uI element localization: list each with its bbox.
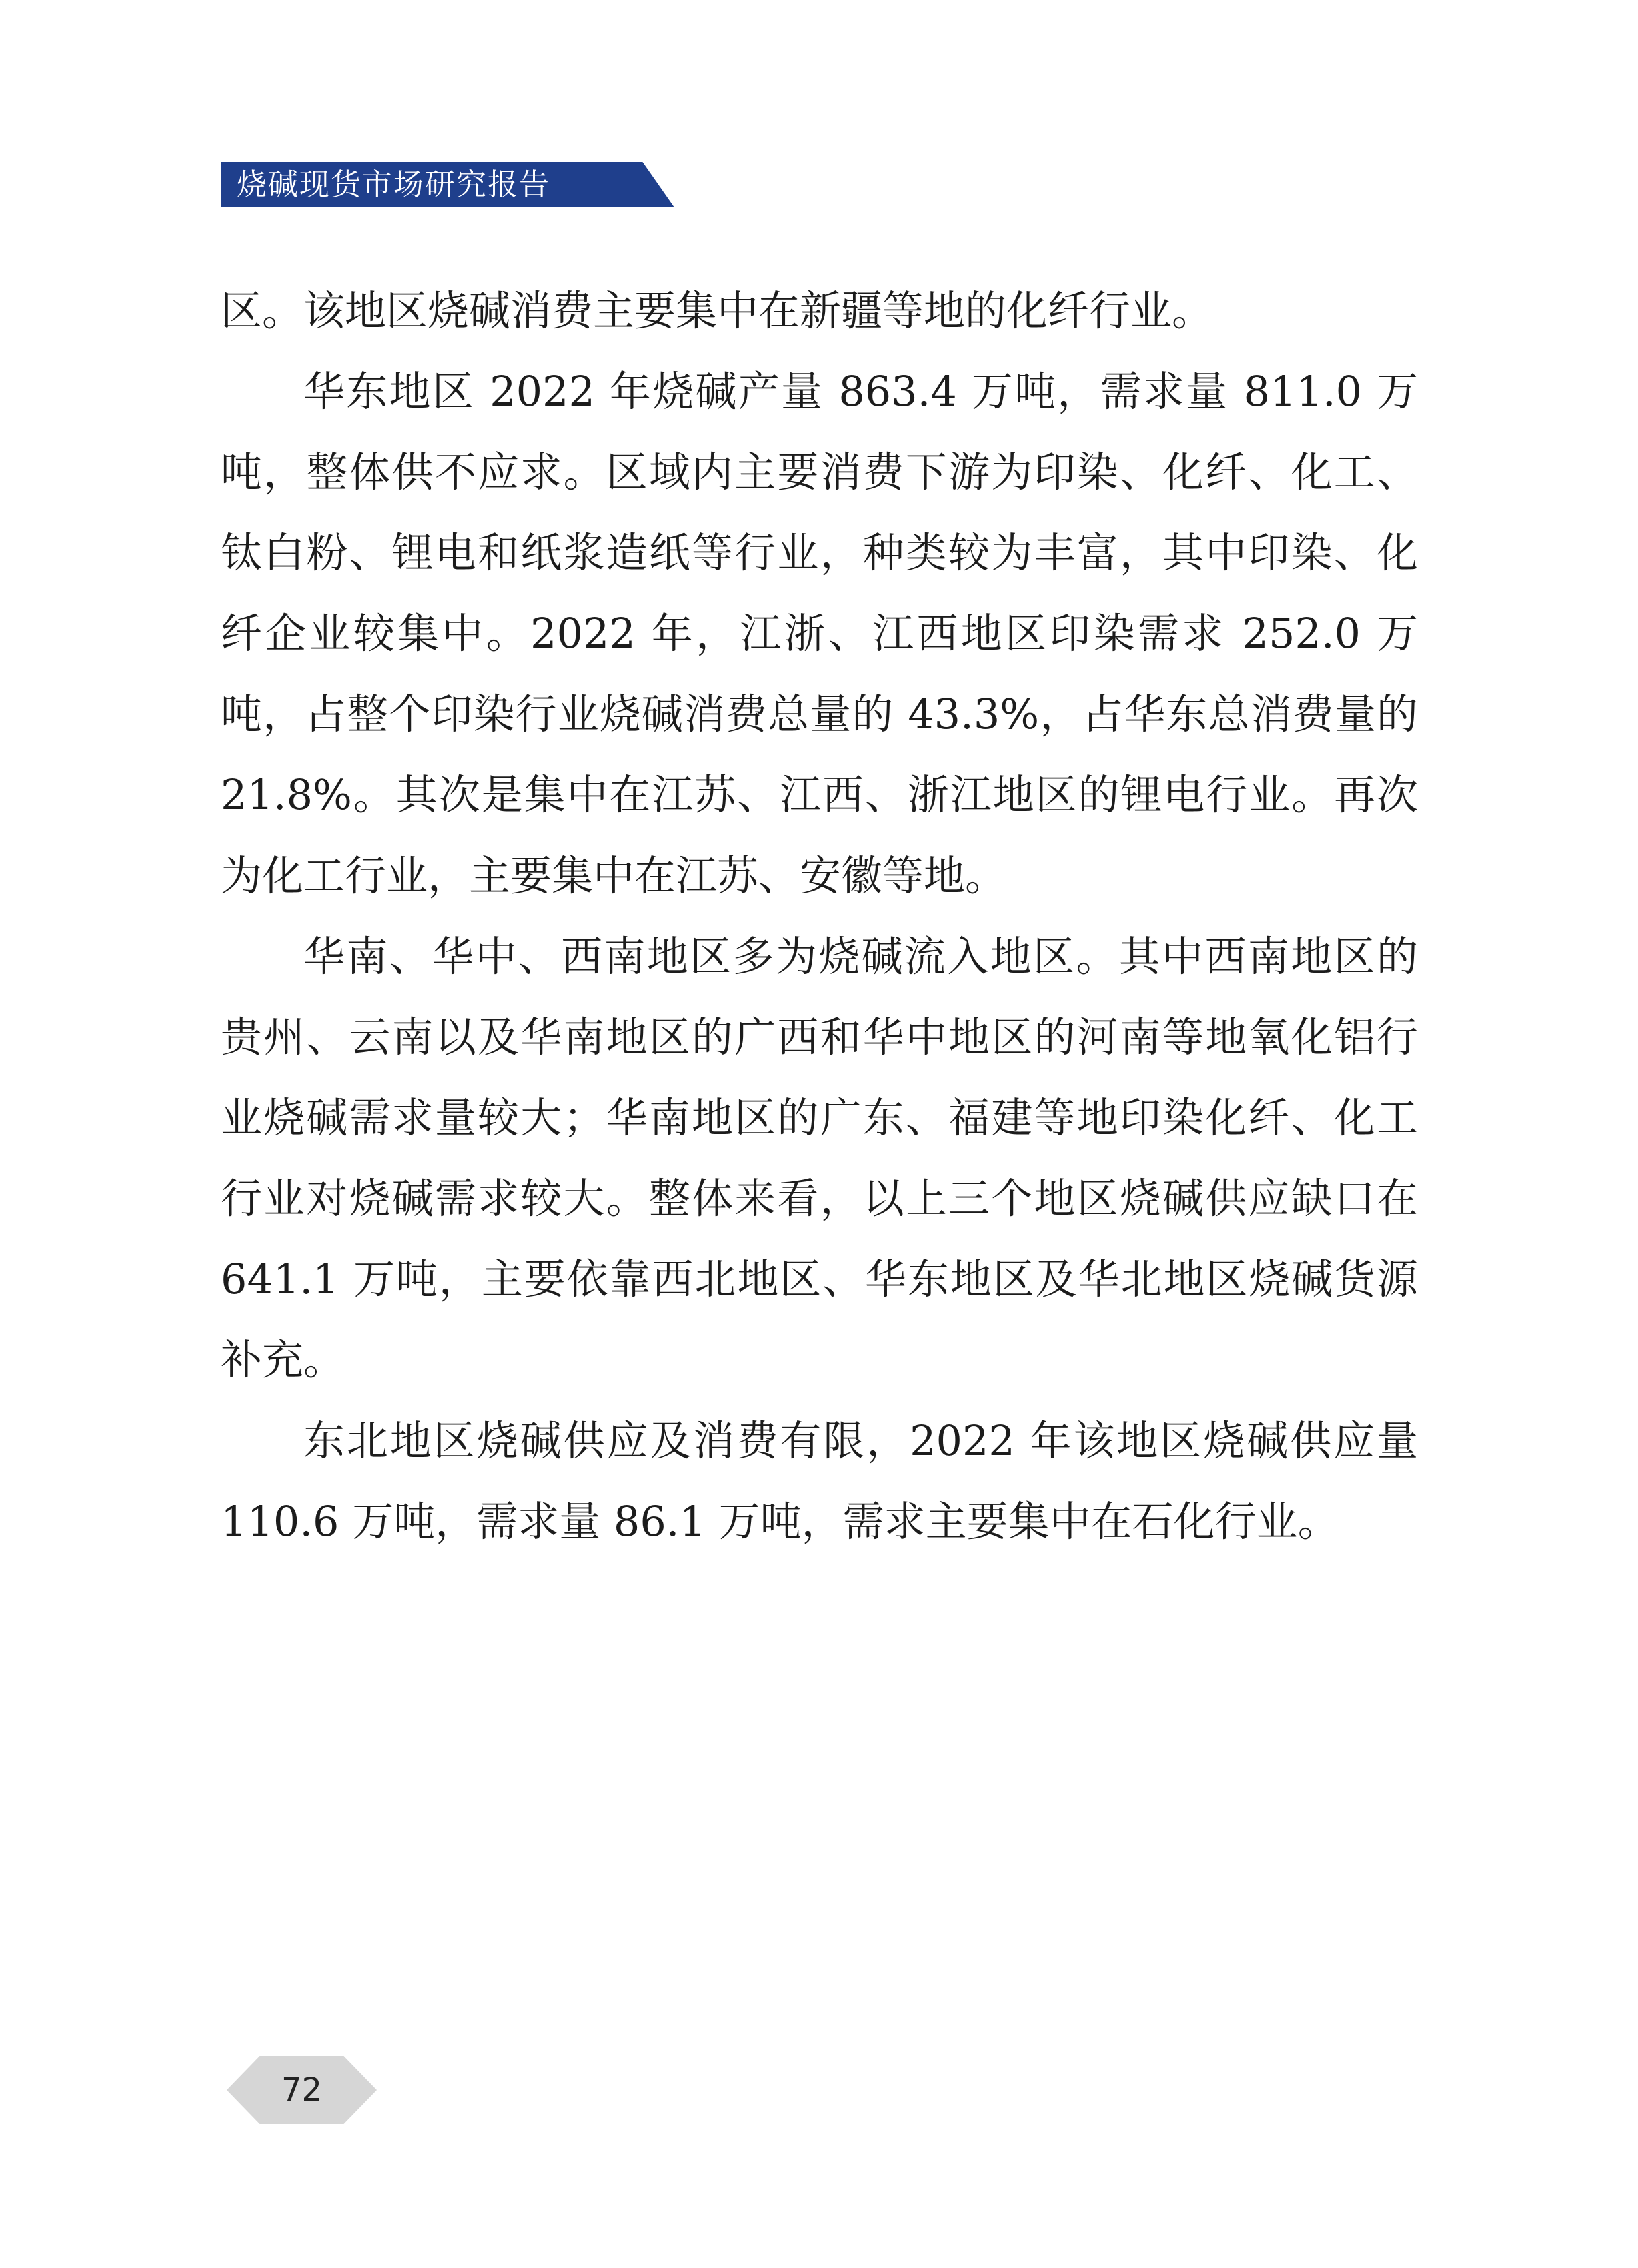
paragraph-3: 华南、华中、西南地区多为烧碱流入地区。其中西南地区的贵州、云南以及华南地区的广西和华中地区的河南等地氧化铝行业烧碱需求量较大；华南地区的广东、福建等地印染化纤、化工行业对烧碱需求较大。整体来看，以上三个地区烧碱供应缺口在 641.1 万吨，主要依靠西北地区、华东地区及华北地区烧碱货源补充。 xyxy=(221,932,1418,1384)
body-text xyxy=(221,270,1418,1562)
running-header-title: 烧碱现货市场研究报告 xyxy=(237,167,551,202)
paragraph-2: 华东地区 2022 年烧碱产量 863.4 万吨，需求量 811.0 万吨，整体供不应求。区域内主要消费下游为印染、化纤、化工、钛白粉、锂电和纸浆造纸等行业，种类较为丰富，其中印染、化纤企业较集中。2022 年，江浙、江西地区印染需求 252.0 万吨，占整个印染行业烧碱消费总量的 43.3%，占华东总消费量的 21.8%。其次是集中在江苏、江西、浙江地区的锂电行业。再次为化工行业，主要集中在江苏、安徽等地。 xyxy=(221,367,1418,900)
paragraph-4: 东北地区烧碱供应及消费有限，2022 年该地区烧碱供应量 110.6 万吨，需求量 86.1 万吨，需求主要集中在石化行业。 xyxy=(221,1416,1418,1546)
paragraph-1: 区。该地区烧碱消费主要集中在新疆等地的化纤行业。 xyxy=(221,286,1214,335)
page-number: 72 xyxy=(281,2071,323,2109)
